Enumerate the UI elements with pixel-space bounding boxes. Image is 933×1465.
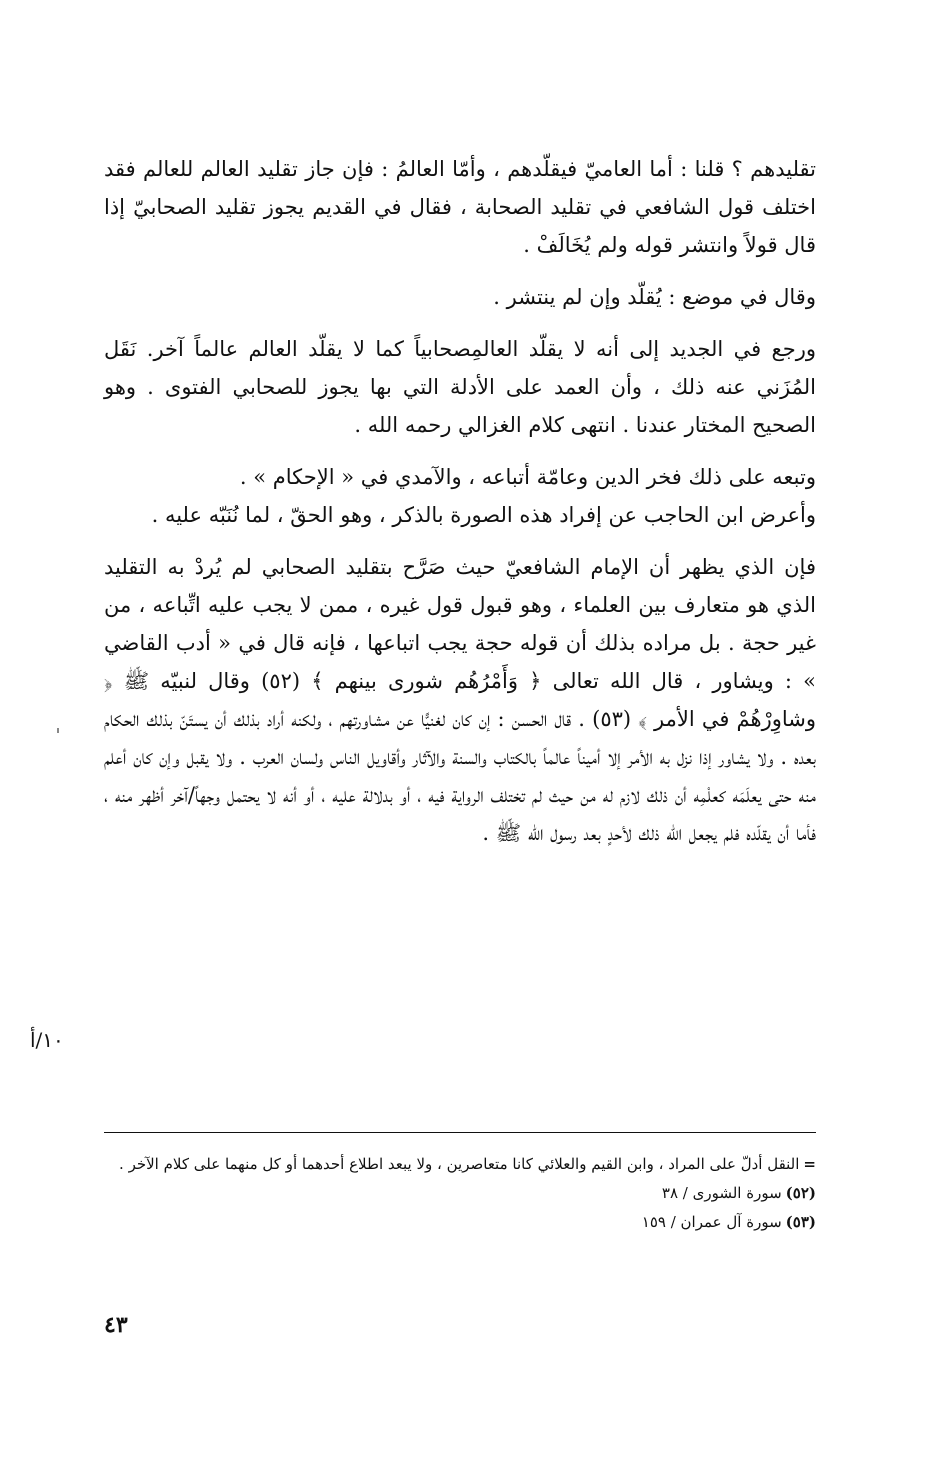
paragraph-3: ورجع في الجديد إلى أنه لا يقلّد العالمِصحابياً كما لا يقلّد العالم عالماً آخر. نَقَل المُزَني عنه ذلك ، وأن العمد على الأدلة التي بها يجوز للصحابي الفتوى . وهو الصحيح المختار عندنا . انتهى كلام الغزالي رحمه الله . bbox=[104, 337, 816, 437]
manuscript-folio-note: ١٠/أ bbox=[30, 1028, 64, 1052]
footnotes bbox=[104, 1150, 816, 1237]
footnote-marker: = bbox=[803, 1155, 816, 1173]
footnote-marker: (٥٢) bbox=[785, 1184, 816, 1202]
paragraph-2: وقال في موضع : يُقلّد وإن لم ينتشر . bbox=[493, 285, 816, 309]
footnote-text: سورة آل عمران / ١٥٩ bbox=[641, 1213, 782, 1231]
footnote-marker: (٥٣) bbox=[785, 1213, 816, 1231]
footnote-text: سورة الشورى / ٣٨ bbox=[661, 1184, 782, 1202]
paragraph-5: وأعرض ابن الحاجب عن إفراد هذه الصورة بالذكر ، وهو الحقّ ، لما نُنَبّه عليه . bbox=[151, 503, 816, 527]
footnote-53 bbox=[104, 1208, 816, 1237]
footnote-divider bbox=[104, 1132, 816, 1133]
page-number: ٤٣ bbox=[104, 1312, 128, 1338]
footnote-text: النقل أدلّ على المراد ، وابن القيم والعلائي كانا متعاصرين ، ولا يبعد اطلاع أحدهما أو كل منهما على كلام الآخر . bbox=[119, 1155, 800, 1173]
footnote-continuation bbox=[104, 1150, 816, 1179]
main-text bbox=[104, 150, 816, 866]
footnote-52 bbox=[104, 1179, 816, 1208]
paragraph-6: فإن الذي يظهر أن الإمام الشافعيّ حيث صَرَّح بتقليد الصحابي لم يُردْ به التقليد الذي هو متعارف بين العلماء ، وهو قبول قول غيره ، ممن لا يجب عليه اتِّباعه ، من غير حجة . بل مراده بذلك أن قوله حجة يجب اتباعها ، فإنه قال في « أدب القاضي » : ويشاور ، قال الله تعالى ﴿ وَأَمْرُهُم شورى بينهم ﴾ (٥٢) وقال لنبيّه ﷺ ﴿ وشاوِرْهُمْ في الأمر ﴾ (٥٣) . قال الحسن : إن كان لغنيًّا عن مشاورتهم ، ولكنه أراد بذلك أن يستَنّ بذلك الحكام بعده . ولا يشاور إذا نزل به الأمر إلا أميناً عالماً بالكتاب والسنة والآثار وأقاويل الناس ولسان العرب . ولا يقبل وإن كان أعلم منه حتى يعلَمَه كعلْمِه أن ذلك لازم له من حيث لم تختلف الرواية فيه ، أو بدلالة عليه ، أو أنه لا يحتمل وجهاً/آخر أظهر منه ، فأما أن يقلّده فلم يجعل الله ذلك لأحدٍ بعد رسول الله ﷺ . bbox=[104, 555, 816, 845]
paragraph-4: وتبعه على ذلك فخر الدين وعامّة أتباعه ، والآمدي في « الإحكام » . bbox=[239, 465, 816, 489]
scan-speck bbox=[57, 728, 59, 733]
paragraph-1: تقليدهم ؟ قلنا : أما العاميّ فيقلّدهم ، وأمّا العالمُ : فإن جاز تقليد العالم للعالم فقد اختلف قول الشافعي في تقليد الصحابة ، فقال في القديم يجوز تقليد الصحابيّ إذا قال قولاً وانتشر قوله ولم يُخَالَفْ . bbox=[104, 157, 816, 257]
